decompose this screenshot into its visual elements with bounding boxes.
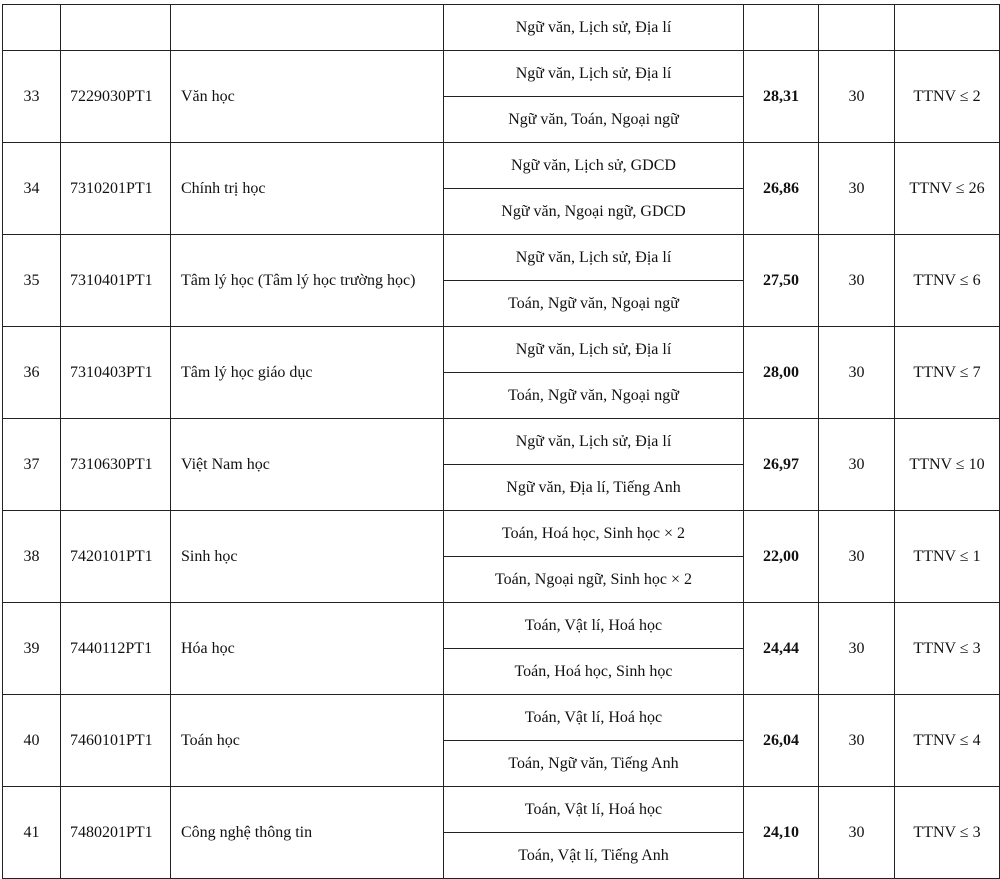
cutoff-score-cell: 26,97 <box>744 419 819 511</box>
subject-combo-cell: Toán, Hoá học, Sinh học × 2 <box>444 511 744 557</box>
program-code-cell: 7229030PT1 <box>61 51 171 143</box>
table-row-partial <box>3 5 1000 51</box>
major-name-cell: Tâm lý học (Tâm lý học trường học) <box>171 235 444 327</box>
table-row <box>3 51 1000 97</box>
cutoff-score-cell: 24,44 <box>744 603 819 695</box>
table-row <box>3 787 1000 833</box>
cutoff-score-cell: 22,00 <box>744 511 819 603</box>
table-row <box>3 419 1000 465</box>
quota-cell: 30 <box>819 419 895 511</box>
quota-cell: 30 <box>819 235 895 327</box>
major-name-cell: Tâm lý học giáo dục <box>171 327 444 419</box>
subject-combo-cell: Ngữ văn, Lịch sử, Địa lí <box>444 419 744 465</box>
stt-cell: 38 <box>3 511 61 603</box>
table-row <box>3 603 1000 649</box>
cutoff-score-cell: 28,31 <box>744 51 819 143</box>
subject-combo-cell: Toán, Ngữ văn, Tiếng Anh <box>444 741 744 787</box>
subject-combo-cell: Toán, Vật lí, Hoá học <box>444 695 744 741</box>
stt-cell-empty <box>3 5 61 51</box>
quota-cell: 30 <box>819 787 895 879</box>
major-name-cell: Chính trị học <box>171 143 444 235</box>
stt-cell: 36 <box>3 327 61 419</box>
program-code-cell: 7310201PT1 <box>61 143 171 235</box>
table-row <box>3 695 1000 741</box>
subject-combo-cell: Toán, Vật lí, Tiếng Anh <box>444 833 744 879</box>
subject-combo-cell: Ngữ văn, Lịch sử, GDCD <box>444 143 744 189</box>
ttnv-cell: TTNV ≤ 2 <box>895 51 1000 143</box>
major-cell-empty <box>171 5 444 51</box>
cutoff-score-cell: 28,00 <box>744 327 819 419</box>
table-row <box>3 327 1000 373</box>
quota-cell-empty <box>819 5 895 51</box>
quota-cell: 30 <box>819 695 895 787</box>
program-code-cell: 7310630PT1 <box>61 419 171 511</box>
table-body <box>3 5 1000 879</box>
stt-cell: 35 <box>3 235 61 327</box>
major-name-cell: Công nghệ thông tin <box>171 787 444 879</box>
program-code-cell: 7420101PT1 <box>61 511 171 603</box>
ttnv-cell-empty <box>895 5 1000 51</box>
stt-cell: 34 <box>3 143 61 235</box>
major-name-cell: Việt Nam học <box>171 419 444 511</box>
score-cell-empty <box>744 5 819 51</box>
program-code-cell: 7460101PT1 <box>61 695 171 787</box>
stt-cell: 40 <box>3 695 61 787</box>
quota-cell: 30 <box>819 143 895 235</box>
subject-combo-cell: Toán, Vật lí, Hoá học <box>444 603 744 649</box>
table-row <box>3 143 1000 189</box>
quota-cell: 30 <box>819 327 895 419</box>
subject-combo-cell: Ngữ văn, Lịch sử, Địa lí <box>444 235 744 281</box>
table-row <box>3 511 1000 557</box>
cutoff-score-cell: 26,86 <box>744 143 819 235</box>
table-row <box>3 235 1000 281</box>
ttnv-cell: TTNV ≤ 3 <box>895 787 1000 879</box>
quota-cell: 30 <box>819 51 895 143</box>
ttnv-cell: TTNV ≤ 7 <box>895 327 1000 419</box>
subject-combo-cell: Ngữ văn, Lịch sử, Địa lí <box>444 5 744 51</box>
program-code-cell: 7310401PT1 <box>61 235 171 327</box>
subject-combo-cell: Toán, Vật lí, Hoá học <box>444 787 744 833</box>
cutoff-score-cell: 26,04 <box>744 695 819 787</box>
major-name-cell: Toán học <box>171 695 444 787</box>
ttnv-cell: TTNV ≤ 4 <box>895 695 1000 787</box>
stt-cell: 39 <box>3 603 61 695</box>
program-code-cell: 7440112PT1 <box>61 603 171 695</box>
stt-cell: 37 <box>3 419 61 511</box>
code-cell-empty <box>61 5 171 51</box>
major-name-cell: Văn học <box>171 51 444 143</box>
ttnv-cell: TTNV ≤ 6 <box>895 235 1000 327</box>
major-name-cell: Sinh học <box>171 511 444 603</box>
subject-combo-cell: Toán, Ngoại ngữ, Sinh học × 2 <box>444 557 744 603</box>
quota-cell: 30 <box>819 511 895 603</box>
subject-combo-cell: Ngữ văn, Lịch sử, Địa lí <box>444 327 744 373</box>
ttnv-cell: TTNV ≤ 26 <box>895 143 1000 235</box>
stt-cell: 41 <box>3 787 61 879</box>
cutoff-score-cell: 27,50 <box>744 235 819 327</box>
admission-score-table <box>2 4 1000 879</box>
ttnv-cell: TTNV ≤ 1 <box>895 511 1000 603</box>
subject-combo-cell: Toán, Ngữ văn, Ngoại ngữ <box>444 281 744 327</box>
stt-cell: 33 <box>3 51 61 143</box>
subject-combo-cell: Ngữ văn, Địa lí, Tiếng Anh <box>444 465 744 511</box>
quota-cell: 30 <box>819 603 895 695</box>
program-code-cell: 7480201PT1 <box>61 787 171 879</box>
subject-combo-cell: Ngữ văn, Toán, Ngoại ngữ <box>444 97 744 143</box>
cutoff-score-cell: 24,10 <box>744 787 819 879</box>
subject-combo-cell: Toán, Hoá học, Sinh học <box>444 649 744 695</box>
program-code-cell: 7310403PT1 <box>61 327 171 419</box>
subject-combo-cell: Ngữ văn, Lịch sử, Địa lí <box>444 51 744 97</box>
subject-combo-cell: Ngữ văn, Ngoại ngữ, GDCD <box>444 189 744 235</box>
ttnv-cell: TTNV ≤ 10 <box>895 419 1000 511</box>
ttnv-cell: TTNV ≤ 3 <box>895 603 1000 695</box>
subject-combo-cell: Toán, Ngữ văn, Ngoại ngữ <box>444 373 744 419</box>
major-name-cell: Hóa học <box>171 603 444 695</box>
